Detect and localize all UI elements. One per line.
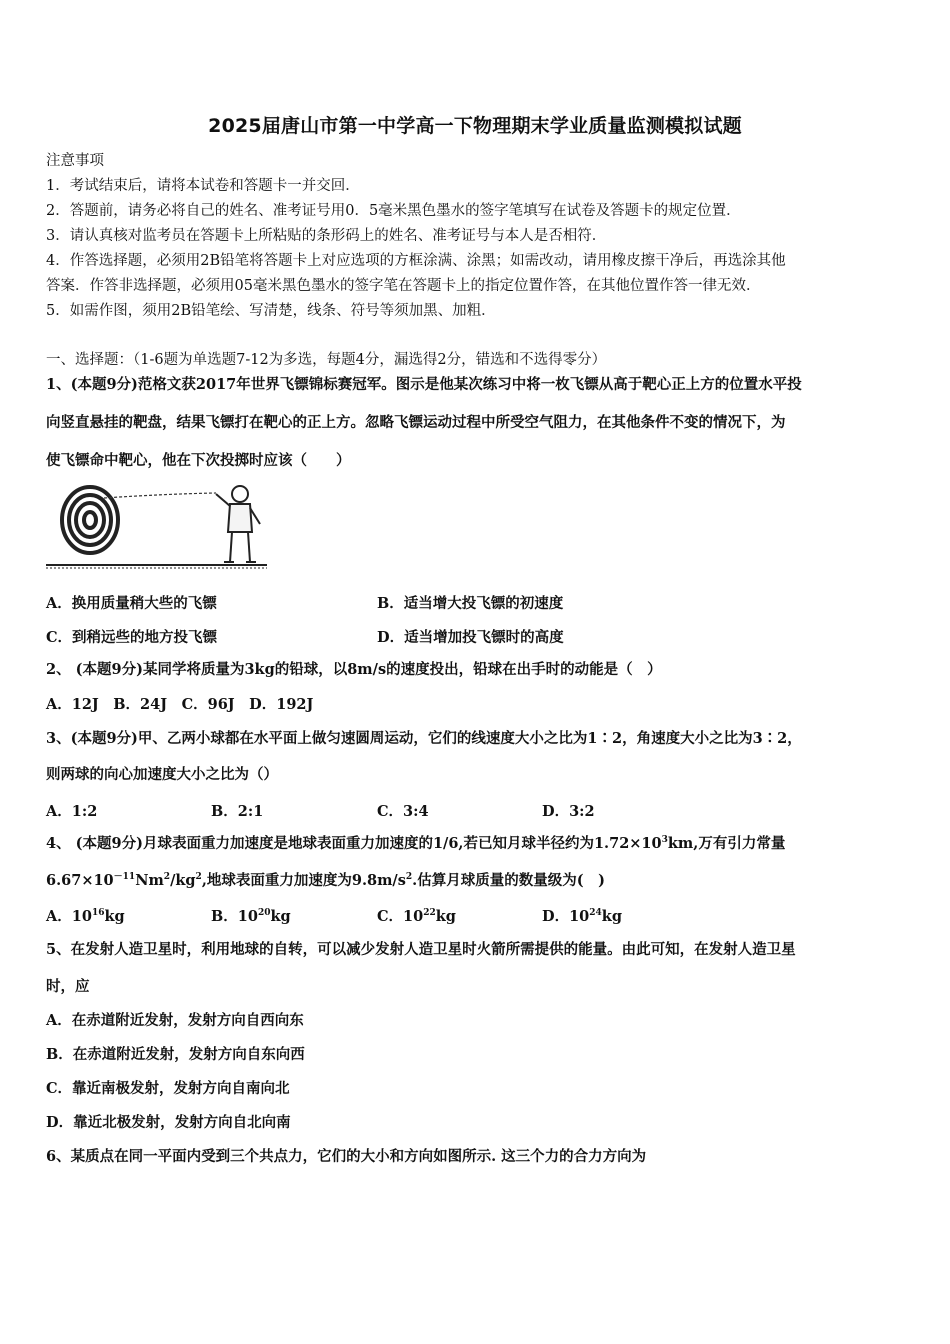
q1-option-d: D．适当增加投飞镖时的高度: [377, 629, 564, 646]
q3-stem-line: 3、(本题9分)甲、乙两小球都在水平面上做匀速圆周运动，它们的线速度大小之比为1∶2，角速度大小之比为3∶2，: [46, 730, 802, 747]
q4-exponent: 2: [195, 872, 202, 882]
q4-stem-line-2: [46, 871, 605, 891]
section-heading: 一、选择题：（1-6题为单选题7-12为多选，每题4分，漏选得2分，错选和不选得零分）: [46, 352, 607, 368]
q5-option: D．靠近北极发射，发射方向自北向南: [46, 1114, 291, 1131]
page-title: 2025届唐山市第一中学高一下物理期末学业质量监测模拟试题: [208, 115, 742, 137]
q3-option-c: C．3:4: [377, 803, 429, 820]
person-icon: [216, 486, 260, 562]
q4-text: .估算月球质量的数量级为( ): [412, 872, 605, 889]
q4-text: km,万有引力常量: [667, 835, 786, 852]
notice-heading: 注意事项: [46, 153, 104, 169]
q4-option-a-base: A．10: [46, 908, 92, 925]
q4-exponent: 2: [405, 872, 413, 882]
ground-line: [46, 565, 267, 568]
q3-stem-line: 则两球的向心加速度大小之比为（）: [46, 766, 278, 783]
q4-option-c-exp: 22: [423, 908, 436, 918]
q1-stem-line: 使飞镖命中靶心，他在下次投掷时应该（ ）: [46, 452, 351, 469]
q4-exponent: 2: [163, 872, 171, 882]
q4-option-b-unit: kg: [270, 908, 291, 925]
q3-option-b: B．2:1: [211, 803, 264, 820]
dart-thrower-figure: [44, 480, 269, 572]
notice-item: 1．考试结束后，请将本试卷和答题卡一并交回．: [46, 178, 360, 194]
q5-stem-line: 时，应: [46, 978, 90, 995]
q5-option: C．靠近南极发射，发射方向自南向北: [46, 1080, 290, 1097]
dart-trajectory: [104, 493, 216, 498]
q2-stem: 2、 (本题9分)某同学将质量为3kg的铅球，以8m/s的速度投出，铅球在出手时的动能是（ ）: [46, 661, 662, 678]
q1-option-b: B．适当增大投飞镖的初速度: [377, 595, 564, 612]
q4-option-a: [46, 905, 125, 926]
notice-item: 答案．作答非选择题，必须用05毫米黑色墨水的签字笔在答题卡上的指定位置作答，在其他位置作答一律无效．: [46, 278, 761, 294]
q4-text: /kg: [170, 872, 196, 889]
q3-option-a: A．1:2: [46, 803, 98, 820]
q4-exponent: 3: [661, 835, 668, 845]
q4-option-d-exp: 24: [589, 908, 602, 918]
q4-stem-line-1: [46, 834, 785, 854]
q4-option-c-unit: kg: [435, 908, 456, 925]
q4-option-a-unit: kg: [104, 908, 125, 925]
notice-item: 2．答题前，请务必将自己的姓名、准考证号用0．5毫米黑色墨水的签字笔填写在试卷及答题卡的规定位置．: [46, 203, 741, 219]
q4-option-d-base: D．10: [542, 908, 590, 925]
q4-text: 6.67×10: [46, 872, 114, 889]
q1-option-a: A．换用质量稍大些的飞镖: [46, 595, 217, 612]
q4-option-b: [211, 905, 291, 926]
q4-exponent: －11: [113, 872, 136, 882]
q5-option: B．在赤道附近发射，发射方向自东向西: [46, 1046, 305, 1063]
q1-stem-line: 1、(本题9分)范格文获2017年世界飞镖锦标赛冠军。图示是他某次练习中将一枚飞镖从高于靶心正上方的位置水平投: [46, 376, 802, 393]
notice-item: 3．请认真核对监考员在答题卡上所粘贴的条形码上的姓名、准考证号与本人是否相符．: [46, 228, 607, 244]
q1-option-c: C．到稍远些的地方投飞镖: [46, 629, 218, 646]
q4-text: 4、 (本题9分)月球表面重力加速度是地球表面重力加速度的1/6,若已知月球半径约为1.72×10: [46, 835, 662, 852]
q4-option-d-unit: kg: [601, 908, 622, 925]
q1-stem-line: 向竖直悬挂的靶盘，结果飞镖打在靶心的正上方。忽略飞镖运动过程中所受空气阻力，在其他条件不变的情况下，为: [46, 414, 786, 431]
q4-option-b-base: B．10: [211, 908, 258, 925]
notice-item: 4．作答选择题，必须用2B铅笔将答题卡上对应选项的方框涂满、涂黑；如需改动，请用橡皮擦干净后，再选涂其他: [46, 253, 786, 269]
q6-stem: 6、某质点在同一平面内受到三个共点力，它们的大小和方向如图所示. 这三个力的合力方向为: [46, 1148, 647, 1165]
q4-option-c-base: C．10: [377, 908, 424, 925]
dartboard-icon: [62, 487, 118, 553]
q3-option-d: D．3:2: [542, 803, 595, 820]
q5-stem-line: 5、在发射人造卫星时，利用地球的自转，可以减少发射人造卫星时火箭所需提供的能量。由此可知，在发射人造卫星: [46, 941, 796, 958]
q4-text: Nm: [135, 872, 164, 889]
q5-option: A．在赤道附近发射，发射方向自西向东: [46, 1012, 304, 1029]
notice-item: 5．如需作图，须用2B铅笔绘、写清楚，线条、符号等须加黑、加粗．: [46, 303, 496, 319]
q2-options: A．12J B．24J C．96J D．192J: [46, 696, 314, 713]
q4-option-a-exp: 16: [91, 908, 105, 918]
q4-text: ,地球表面重力加速度为9.8m/s: [201, 872, 406, 889]
q4-option-c: [377, 905, 456, 926]
q4-option-b-exp: 20: [257, 908, 271, 918]
q4-option-d: [542, 905, 622, 926]
